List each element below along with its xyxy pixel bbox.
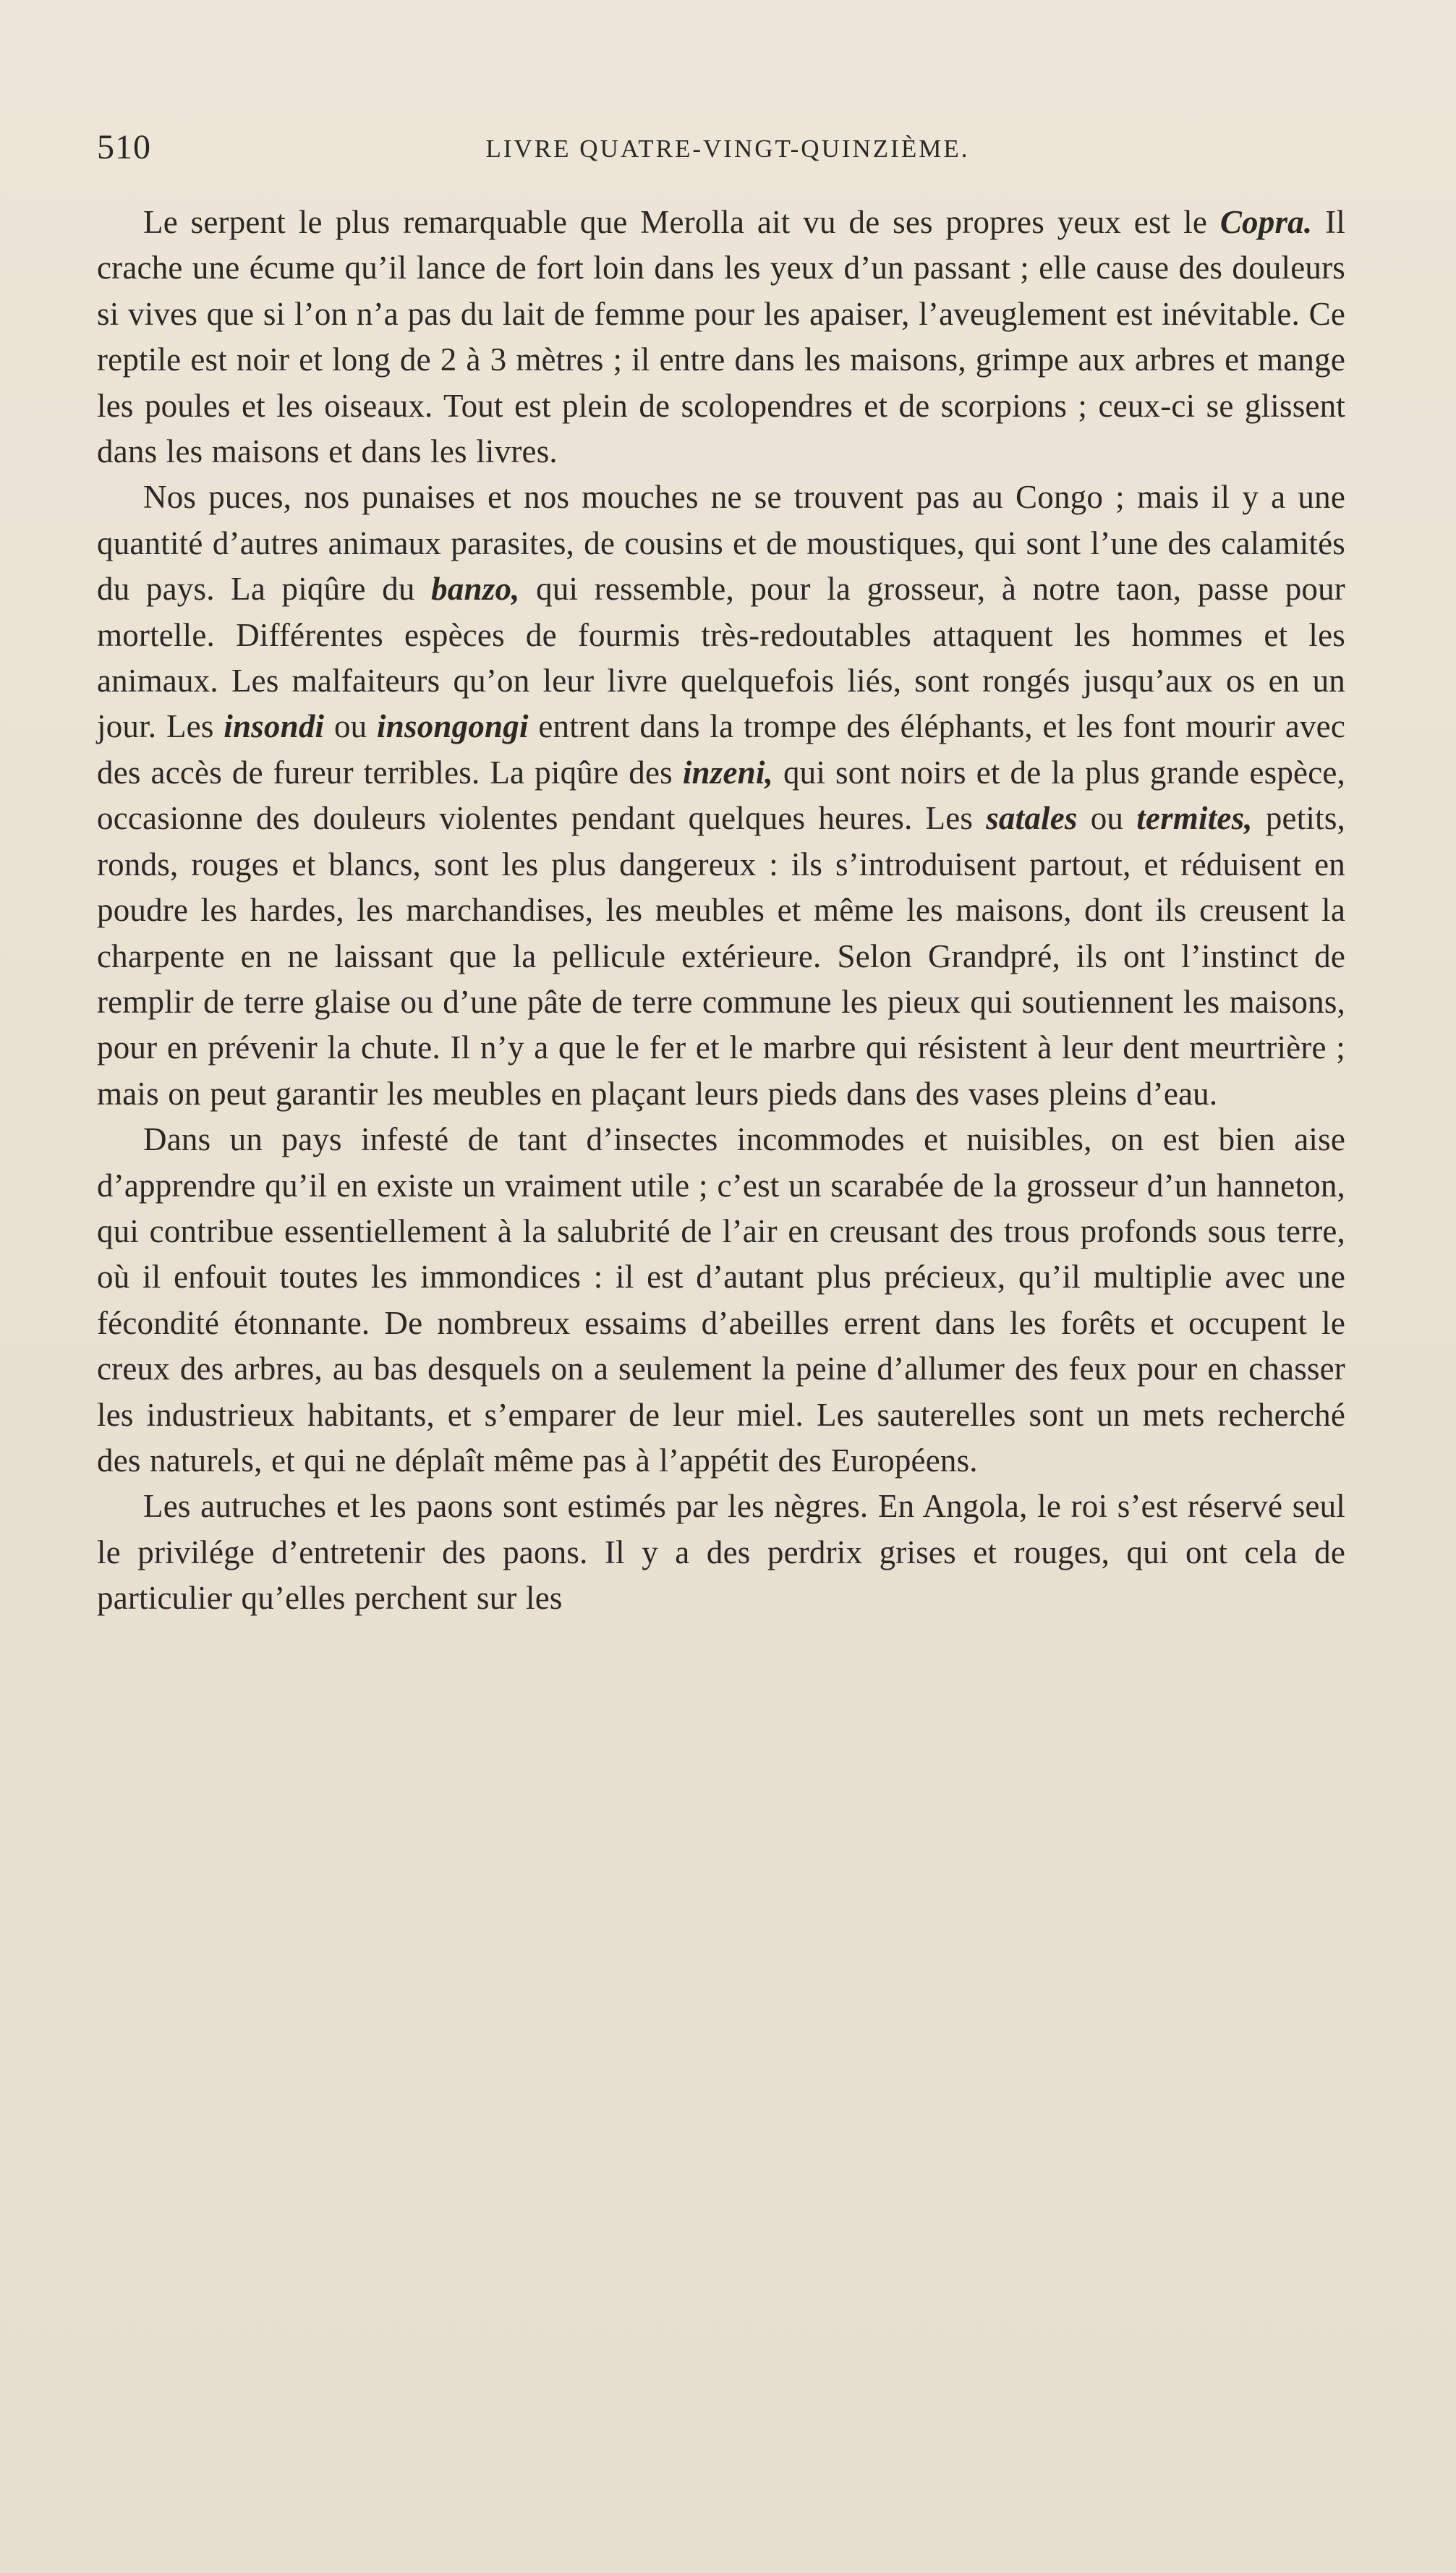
running-title: LIVRE QUATRE-VINGT-QUINZIÈME. <box>485 135 970 163</box>
page-header <box>97 127 1358 178</box>
italic-term: inzeni, <box>682 754 774 791</box>
paragraph-beetle-bees: Dans un pays infesté de tant d’insectes incommodes et nuisibles, on est bien aise d’apprendre qu’il en existe un vraiment utile ; c’est un scarabée de la grosseur d’un hanneton, qui contribue essentiellement à la salubrité de l’air en creusant des trous profonds sous terre, où il enfouit toutes les immondices : il est d’autant plus précieux, qu’il multiplie avec une fécondité étonnante. De nombreux essaims d’abeilles errent dans les forêts et occupent le creux des arbres, au bas desquels on a seulement la peine d’allumer des feux pour en chasser les industrieux habitants, et s’emparer de leur miel. Les sauterelles sont un mets recherché des naturels, et qui ne déplaît même pas à l’appétit des Européens. <box>97 1121 1345 1479</box>
page-number: 510 <box>97 128 151 166</box>
italic-term: banzo, <box>431 571 520 608</box>
italic-term: insongongi <box>377 708 529 745</box>
body-text <box>97 200 1345 1622</box>
italic-term: satales <box>986 800 1078 837</box>
paragraph-parasites: Nos puces, nos punaises et nos mouches ne se trouvent pas au Congo ; mais il y a une quantité d’autres animaux parasites, de cousins et de moustiques, qui sont l’une des calamités du pays. La piqûre du banzo, qui ressemble, pour la grosseur, à notre taon, passe pour mortelle. Différentes espèces de fourmis très-redoutables attaquent les hommes et les animaux. Les malfaiteurs qu’on leur livre quelquefois liés, sont rongés jusqu’aux os en un jour. Les insondi ou insongongi entrent dans la trompe des éléphants, et les font mourir avec des accès de fureur terribles. La piqûre des inzeni, qui sont noirs et de la plus grande espèce, occasionne des douleurs violentes pendant quelques heures. Les satales ou termites, petits, ronds, rouges et blancs, sont les plus dangereux : ils s’introduisent partout, et réduisent en poudre les hardes, les marchandises, les meubles et même les maisons, dont ils creusent la charpente en ne laissant que la pellicule extérieure. Selon Grandpré, ils ont l’instinct de remplir de terre glaise ou d’une pâte de terre commune les pieux qui soutiennent les maisons, pour en prévenir la chute. Il n’y a que le fer et le marbre qui résistent à leur dent meurtrière ; mais on peut garantir les meubles en plaçant leurs pieds dans des vases pleins d’eau. <box>97 479 1346 1112</box>
paragraph-birds: Les autruches et les paons sont estimés par les nègres. En Angola, le roi s’est réservé seul le privilége d’entretenir des paons. Il y a des perdrix grises et rouges, qui ont cela de particulier qu’elles perchent sur les <box>97 1488 1345 1617</box>
italic-term: Copra. <box>1219 204 1313 240</box>
paragraph-copra: Le serpent le plus remarquable que Merolla ait vu de ses propres yeux est le Copra. Il crache une écume qu’il lance de fort loin dans les yeux d’un passant ; elle cause des douleurs si vives que si l’on n’a pas du lait de femme pour les apaiser, l’aveuglement est inévitable. Ce reptile est noir et long de 2 à 3 mètres ; il entre dans les maisons, grimpe aux arbres et mange les poules et les oiseaux. Tout est plein de scolopendres et de scorpions ; ceux-ci se glissent dans les maisons et dans les livres. <box>97 204 1345 470</box>
italic-term: termites, <box>1136 800 1253 837</box>
italic-term: insondi <box>223 708 325 745</box>
